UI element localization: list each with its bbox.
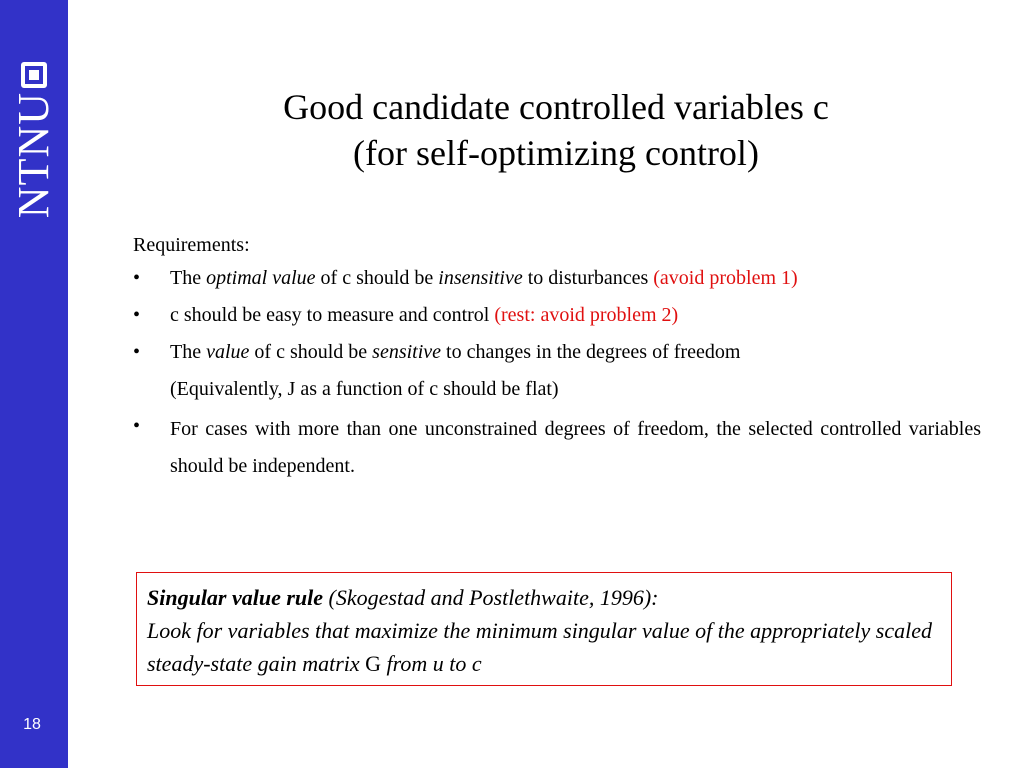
bullet2-text: c should be easy to measure and control (170, 304, 495, 326)
rule-symbol-g: G (365, 651, 382, 676)
slide-title-line2: (for self-optimizing control) (353, 133, 759, 173)
page-number: 18 (23, 716, 41, 733)
bullet1-text-a: The (170, 267, 207, 289)
requirements-list (133, 260, 981, 371)
rule-body-a: Look for variables that maximize the minimum singular value of the appropriately scaled steady-state gain matrix (147, 618, 932, 676)
requirements-label: Requirements: (133, 234, 250, 256)
bullet3-text-a: The (170, 341, 207, 363)
bullet-independent: • For cases with more than one unconstrained degrees of freedom, the selected controlled variables should be independent. (133, 408, 981, 485)
bullet1-text-b: of c should be (315, 267, 439, 289)
ntnu-logo-text: NTNU (9, 92, 58, 219)
bullet3-value: value (206, 341, 250, 363)
bullet1-note: (avoid problem 1) (653, 267, 798, 289)
bullet-sensitive (133, 334, 981, 371)
rule-body-b: from u to c (381, 651, 482, 676)
slide-title-line1: Good candidate controlled variables c (283, 87, 829, 127)
bullet1-optimal-value: optimal value (206, 267, 316, 289)
singular-value-rule-box (136, 572, 952, 686)
bullet3-sensitive: sensitive (372, 341, 442, 363)
rule-heading: Singular value rule (147, 585, 324, 610)
ntnu-logo (9, 62, 58, 219)
bullet1-insensitive: insensitive (438, 267, 523, 289)
sidebar (0, 0, 68, 768)
bullet-measurable (133, 297, 981, 334)
bullet3-text-c: to changes in the degrees of freedom (441, 341, 741, 363)
slide-title (200, 84, 912, 176)
ntnu-logo-icon (21, 62, 47, 88)
rule-citation: (Skogestad and Postlethwaite, 1996): (323, 585, 659, 610)
bullet2-note: (rest: avoid problem 2) (494, 304, 679, 326)
bullet-insensitive (133, 260, 981, 297)
bullet3-text-b: of c should be (249, 341, 373, 363)
slide-body (133, 230, 981, 485)
bullet3-continuation: (Equivalently, J as a function of c should be flat) (170, 378, 559, 400)
requirements-list-cont (133, 408, 981, 485)
bullet1-text-c: to disturbances (522, 267, 654, 289)
